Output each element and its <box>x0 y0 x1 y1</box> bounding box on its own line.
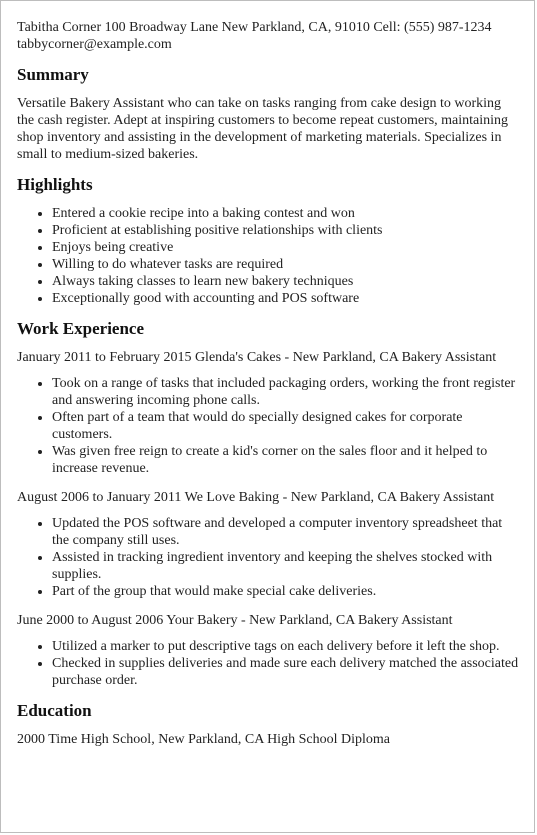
education-heading: Education <box>17 701 92 720</box>
experience-heading: Work Experience <box>17 319 145 338</box>
job-duty-item: • Part of the group that would make special cake deliveries. <box>52 583 520 600</box>
contact-line: Tabitha Corner 100 Broadway Lane New Parkland, CA, 91010 Cell: (555) 987-1234 <box>17 20 492 35</box>
job-duty-item: • Often part of a team that would do specially designed cakes for corporate customers. <box>52 409 520 443</box>
highlights-list <box>17 205 520 307</box>
job-duties-list <box>17 638 520 689</box>
job-duty-item: • Assisted in tracking ingredient inventory and keeping the shelves stocked with supplies. <box>52 549 520 583</box>
summary-heading: Summary <box>17 65 89 84</box>
job-duty-item: • Utilized a marker to put descriptive tags on each delivery before it left the shop. <box>52 638 520 655</box>
contact-block <box>17 19 520 53</box>
highlight-item: • Exceptionally good with accounting and POS software <box>52 290 520 307</box>
job-duty-item: • Took on a range of tasks that included packaging orders, working the front register and answering incoming phone calls. <box>52 375 520 409</box>
summary-text: Versatile Bakery Assistant who can take on tasks ranging from cake design to working the cash register. Adept at inspiring customers to become repeat customers, maintaining shop inventory and assisting in the development of marketing materials. Specializes in small to medium-sized bakeries. <box>17 96 509 162</box>
education-entry: 2000 Time High School, New Parkland, CA High School Diploma <box>17 732 390 747</box>
highlights-heading: Highlights <box>17 175 93 194</box>
highlight-item: • Enjoys being creative <box>52 239 520 256</box>
highlight-item: • Willing to do whatever tasks are required <box>52 256 520 273</box>
job-title: August 2006 to January 2011 We Love Baking - New Parkland, CA Bakery Assistant <box>17 490 495 505</box>
job-duty-item: • Checked in supplies deliveries and made sure each delivery matched the associated purchase order. <box>52 655 520 689</box>
highlight-item: • Always taking classes to learn new bakery techniques <box>52 273 520 290</box>
job-duties-list <box>17 515 520 600</box>
job-duty-item: • Updated the POS software and developed a computer inventory spreadsheet that the company still uses. <box>52 515 520 549</box>
job-title: June 2000 to August 2006 Your Bakery - New Parkland, CA Bakery Assistant <box>17 613 453 628</box>
highlight-item: • Entered a cookie recipe into a baking contest and won <box>52 205 520 222</box>
job-duty-item: • Was given free reign to create a kid's corner on the sales floor and it helped to increase revenue. <box>52 443 520 477</box>
job-duties-list <box>17 375 520 477</box>
job-title: January 2011 to February 2015 Glenda's Cakes - New Parkland, CA Bakery Assistant <box>17 350 497 365</box>
highlight-item: • Proficient at establishing positive relationships with clients <box>52 222 520 239</box>
contact-email: tabbycorner@example.com <box>17 37 172 52</box>
